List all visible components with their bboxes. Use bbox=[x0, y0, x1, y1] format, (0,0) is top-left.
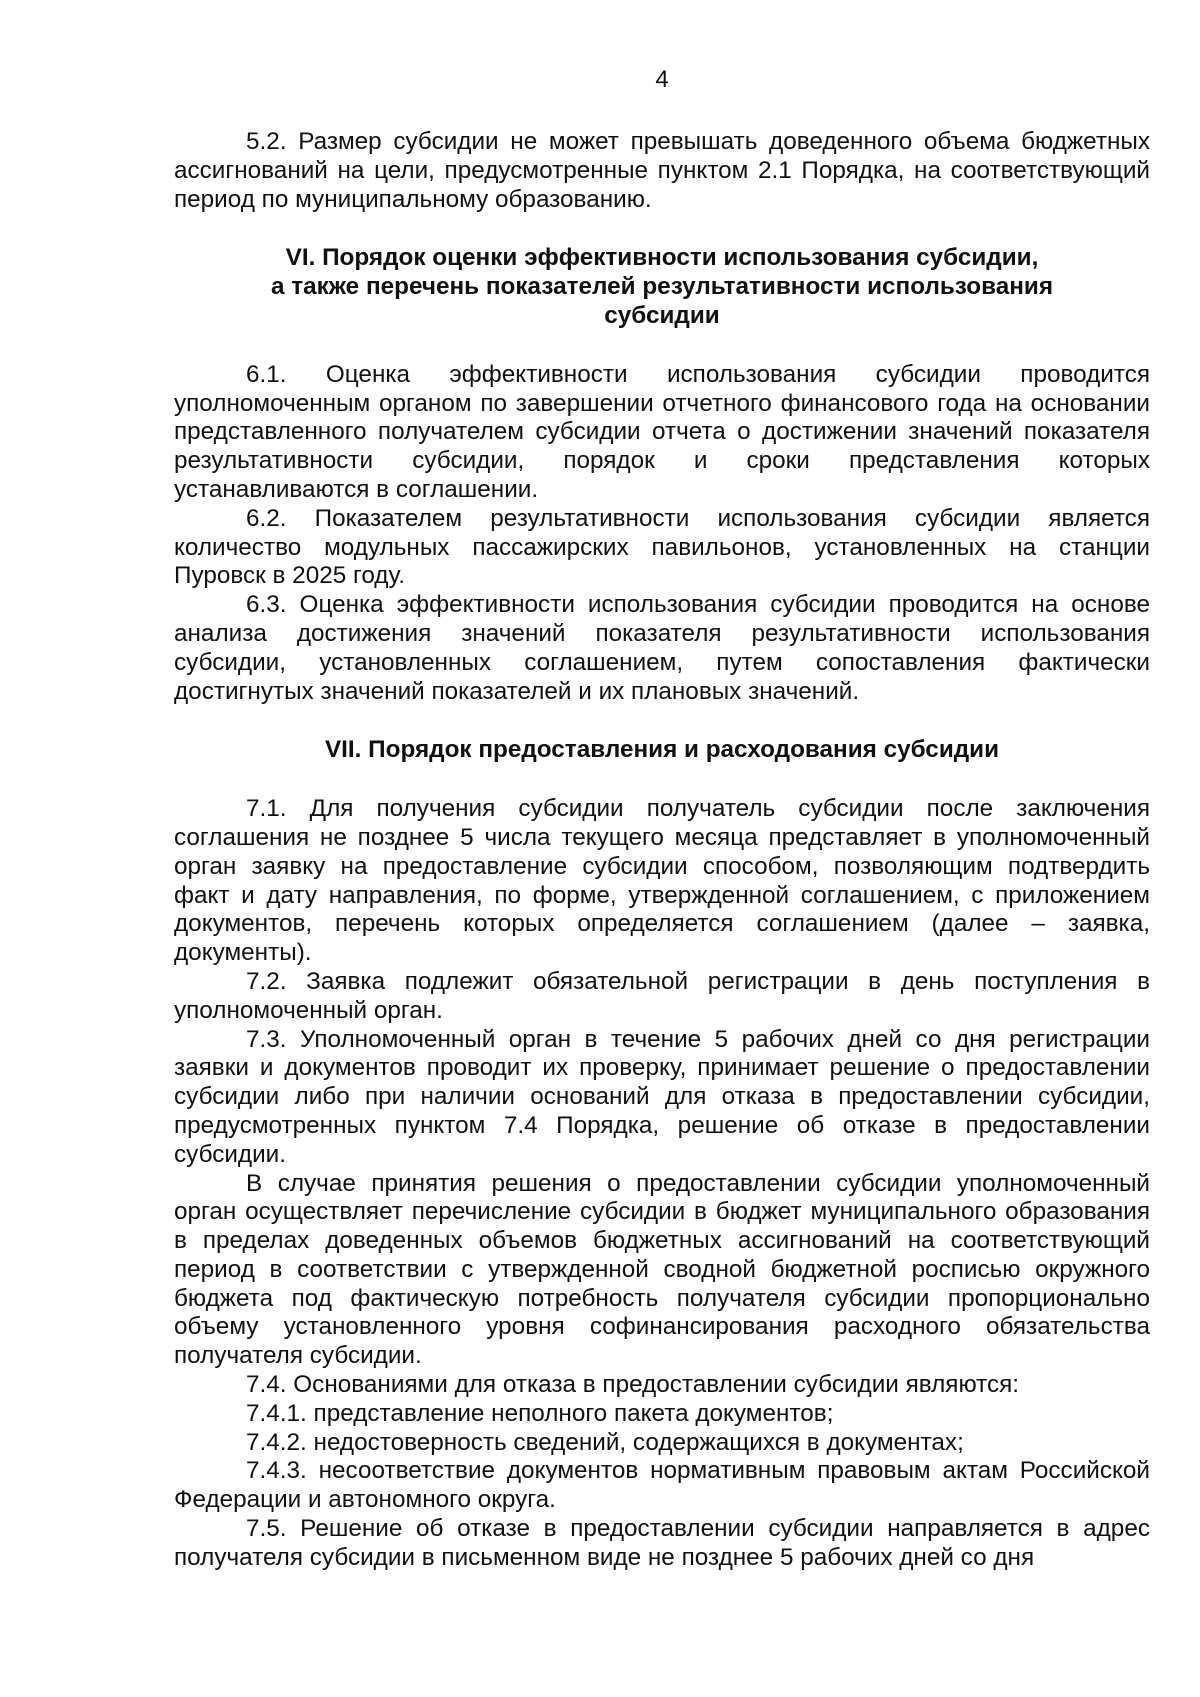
paragraph-5-2: 5.2. Размер субсидии не может превышать доведенного объема бюджетных ассигнований на цели, предусмотренные пунктом 2.1 Порядка, на соответствующий период по муниципальному образованию. bbox=[174, 128, 1150, 213]
section-heading-vii: VII. Порядок предоставления и расходования субсидии bbox=[324, 736, 1000, 764]
section-heading-vi-line-3: субсидии bbox=[604, 301, 720, 329]
document-page bbox=[174, 66, 1150, 1573]
paragraph-7-1: 7.1. Для получения субсидии получатель субсидии после заключения соглашения не позднее 5 числа текущего месяца представляет в уполномоченный орган заявку на предоставление субсидии способом, позволяющим подтвердить факт и дату направления, по форме, утвержденной соглашением, с приложением документов, перечень которых определяется соглашением (далее – заявка, документы). bbox=[174, 795, 1150, 967]
paragraph-7-3: 7.3. Уполномоченный орган в течение 5 рабочих дней со дня регистрации заявки и документов проводит их проверку, принимает решение о предоставлении субсидии либо при наличии оснований для отказа в предоставлении субсидии, предусмотренных пунктом 7.4 Порядка, решение об отказе в предоставлении субсидии. bbox=[174, 1025, 1150, 1168]
paragraph-7-2: 7.2. Заявка подлежит обязательной регистрации в день поступления в уполномоченный орган. bbox=[174, 967, 1150, 1024]
paragraph-7-4-3: 7.4.3. несоответствие документов нормативным правовым актам Российской Федерации и автономного округа. bbox=[174, 1457, 1150, 1514]
paragraph-6-2: 6.2. Показателем результативности использования субсидии является количество модульных пассажирских павильонов, установленных на станции Пуровск в 2025 году. bbox=[174, 504, 1150, 590]
paragraph-7-3-transfer: В случае принятия решения о предоставлении субсидии уполномоченный орган осуществляет перечисление субсидии в бюджет муниципального образования в пределах доведенных объемов бюджетных ассигнований на соответствующий период в соответствии с утвержденной сводной бюджетной росписью окружного бюджета под фактическую потребность получателя субсидии пропорционально объему установленного уровня софинансирования расходного обязательства получателя субсидии. bbox=[174, 1169, 1150, 1370]
section-heading-vi-line-2: а также перечень показателей результативности использования bbox=[270, 273, 1054, 301]
paragraph-7-4: 7.4. Основаниями для отказа в предоставлении субсидии являются: bbox=[246, 1371, 1020, 1399]
paragraph-6-1: 6.1. Оценка эффективности использования субсидии проводится уполномоченным органом по завершении отчетного финансового года на основании представленного получателем субсидии отчета о достижении значений показателя результативности субсидии, порядок и сроки представления которых устанавливаются в соглашении. bbox=[174, 360, 1150, 503]
paragraph-7-5: 7.5. Решение об отказе в предоставлении субсидии направляется в адрес получателя субсидии в письменном виде не позднее 5 рабочих дней со дня bbox=[174, 1515, 1150, 1571]
section-heading-vi-line-1: VI. Порядок оценки эффективности использования субсидии, bbox=[285, 244, 1039, 272]
section-heading-vi bbox=[174, 244, 1150, 330]
paragraph-6-3: 6.3. Оценка эффективности использования субсидии проводится на основе анализа достижения значений показателя результативности использования субсидии, установленных соглашением, путем сопоставления фактически достигнутых значений показателей и их плановых значений. bbox=[174, 591, 1150, 705]
paragraph-7-4-2: 7.4.2. недостоверность сведений, содержащихся в документах; bbox=[246, 1428, 964, 1456]
paragraph-7-4-1: 7.4.1. представление неполного пакета документов; bbox=[246, 1399, 834, 1427]
page-number: 4 bbox=[655, 66, 669, 93]
